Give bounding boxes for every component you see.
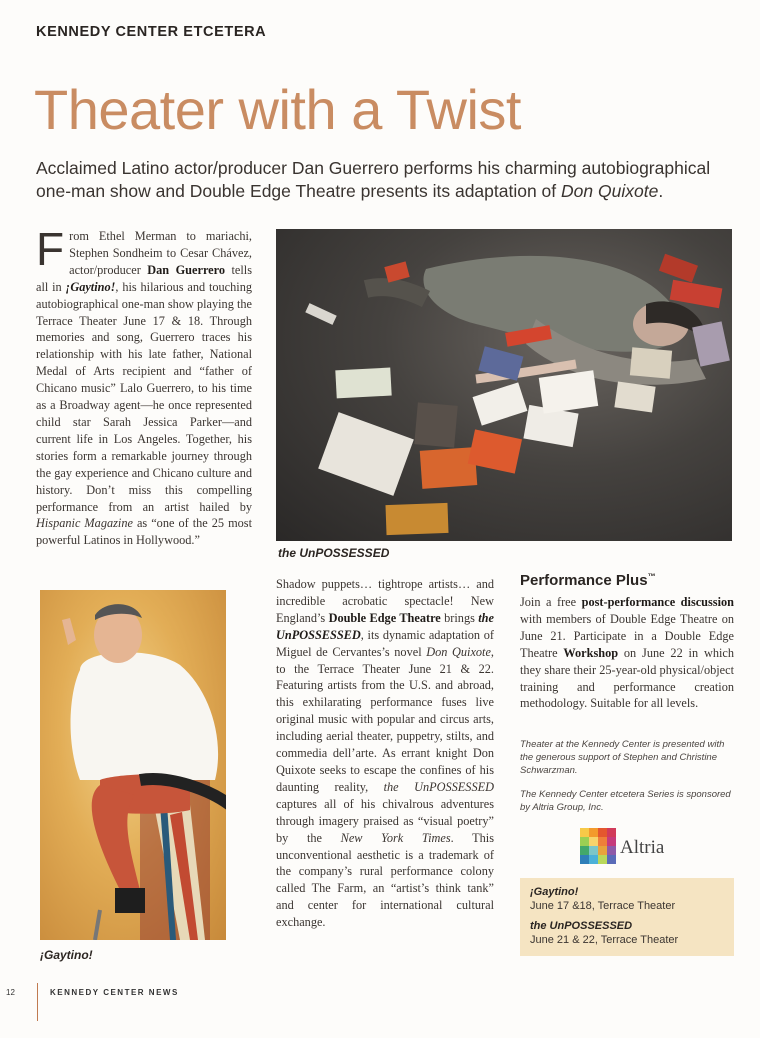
altria-logo-text: Altria [620, 837, 665, 858]
footer-divider [37, 983, 38, 1021]
performer-name: Dan Guerrero [147, 262, 226, 277]
schedule-show2: the UnPOSSESSED [530, 920, 633, 932]
workshop-label: Workshop [563, 645, 619, 660]
schedule-show1: ¡Gaytino! [530, 886, 579, 898]
deck-italic-title: Don Quixote [561, 181, 659, 201]
unpossessed-illustration [276, 229, 732, 541]
section-heading: KENNEDY CENTER ETCETERA [36, 24, 267, 40]
novel-title: Don Quixote [426, 644, 491, 659]
sponsor-note: The Kennedy Center etcetera Series is sponsored by Altria Group, Inc. [520, 789, 731, 813]
magazine-name: Hispanic Magazine [36, 516, 133, 531]
column-unpossessed: Shadow puppets… tightrope artists… and incredible acrobatic spectacle! New England’s Double Edge Theatre brings the UnPOSSESSED, its dynamic adaptation of Miguel de Cervantes’s novel Don Quixote, to the Terrace Theater June 21 & 22. Featuring artists from the U.S. and abroad, this exhilarating performance fuses live original music with popular and circus arts, including aerial theater, puppetry, stilts, and commedia dell’arte. As errant knight Don Quixote seeks to escape the confines of his daunting reality, the UnPOSSESSED captures all of his chivalrous adventures through imagery praised as “visual poetry” by the New York Times. This unconventional aesthetic is a trademark of the company’s rural performance colony called The Farm, an “artist’s think tank” and center for international cultural exchange. [276, 577, 494, 930]
schedule-show1-info: June 17 &18, Terrace Theater [530, 900, 676, 912]
schedule-show2-info: June 21 & 22, Terrace Theater [530, 934, 679, 946]
page-number: 12 [6, 988, 15, 997]
company-name: Double Edge Theatre [328, 610, 441, 625]
publication-name: KENNEDY CENTER NEWS [50, 988, 179, 997]
article-title: Theater with a Twist [34, 78, 521, 141]
unpossessed-photo [276, 229, 732, 541]
column-gaytino: From Ethel Merman to mariachi, Stephen Sondheim to Cesar Chávez, actor/producer Dan Guerrero tells all in ¡Gaytino!, his hilarious and touching autobiographical one-man show playing the Terrace Theater June 17 & 18. Through memories and song, Guerrero traces his relationship with his late father, National Medal of Arts recipient and “father of Chicano music” Lalo Guerrero, to his time as a Broadway agent—he once represented child star Sarah Jessica Parker—and current life in Los Angeles. Together, his stories form a remarkable journey through the gay experience and Chicano culture and history. Don’t miss this compelling performance from an artist hailed by Hispanic Magazine as “one of the 25 most powerful Latinos in Hollywood.” [36, 223, 252, 548]
newspaper-name: New York Times [340, 830, 451, 845]
altria-logo-icon [580, 828, 616, 869]
trademark-symbol: ™ [647, 572, 656, 581]
show-title-unpossessed: the UnPOSSESSED [276, 610, 494, 642]
drop-cap: F [36, 223, 65, 275]
performance-plus-heading: Performance Plus™ [520, 572, 656, 589]
caption-gaytino: ¡Gaytino! [40, 948, 93, 962]
caption-unpossessed: the UnPOSSESSED [278, 546, 390, 560]
performance-plus-body: Join a free post-performance discussion with members of Double Edge Theatre on June 21. Participate in a Double Edge Theatre Workshop on June 22 in which they share their 25-year-old physical/object training and performance creation methodology. Suitable for all levels. [520, 595, 735, 711]
support-note: Theater at the Kennedy Center is presented with the generous support of Stephen and Christine Schwarzman. [520, 739, 725, 776]
show-title-unpossessed-2: the UnPOSSESSED [383, 779, 494, 794]
gaytino-illustration [40, 590, 226, 940]
show-title-gaytino: ¡Gaytino! [65, 279, 116, 294]
schedule-box [520, 878, 734, 956]
gaytino-photo [40, 590, 226, 940]
post-performance-discussion: post-performance discussion [581, 595, 734, 609]
article-deck: Acclaimed Latino actor/producer Dan Guerrero performs his charming autobiographical one-man show and Double Edge Theatre presents its adaptation of Don Quixote. [36, 158, 711, 201]
